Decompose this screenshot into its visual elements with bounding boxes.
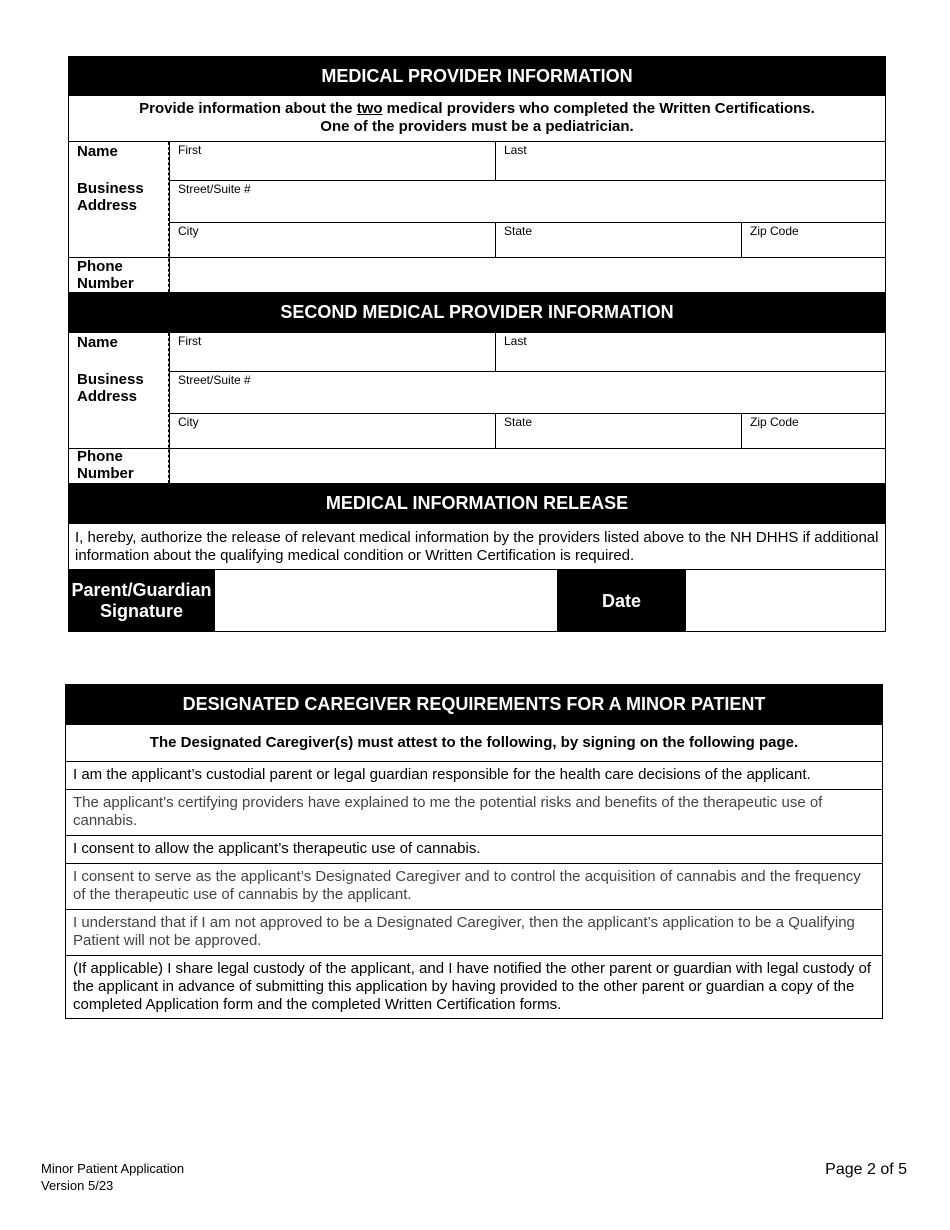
signature-label-box bbox=[68, 570, 215, 632]
last-label: Last bbox=[504, 143, 527, 157]
caregiver-item: (If applicable) I share legal custody of the applicant, and I have notified the other parent or guardian with legal custody of the applicant in advance of submitting this application by having provided to the other parent or guardian a copy of the completed Application form and the completed Written Certification forms. bbox=[73, 960, 871, 1013]
intro-line2: One of the providers must be a pediatrician. bbox=[320, 118, 634, 135]
business-address-label bbox=[69, 180, 169, 214]
business-label-2: Business bbox=[77, 371, 144, 388]
zip-label: Zip Code bbox=[750, 224, 799, 238]
last-name-field-2[interactable] bbox=[495, 333, 886, 372]
footer-left bbox=[41, 1160, 184, 1194]
second-provider-header-text: SECOND MEDICAL PROVIDER INFORMATION bbox=[280, 302, 674, 322]
caregiver-intro: The Designated Caregiver(s) must attest to the following, by signing on the following page. bbox=[65, 725, 883, 762]
intro-before: Provide information about the bbox=[139, 100, 357, 117]
signature-label-1: Parent/Guardian bbox=[71, 580, 212, 600]
intro-after: medical providers who completed the Written Certifications. bbox=[382, 100, 815, 117]
zip-label-2: Zip Code bbox=[750, 415, 799, 429]
state-label-2: State bbox=[504, 415, 533, 429]
first-label: First bbox=[178, 143, 202, 157]
city-field-2[interactable] bbox=[169, 414, 495, 449]
medical-provider-header bbox=[68, 56, 886, 96]
business-address-label-2 bbox=[69, 371, 169, 405]
phone-label bbox=[69, 258, 169, 292]
phone-field-2[interactable] bbox=[169, 449, 886, 483]
page-number: Page 2 of 5 bbox=[825, 1161, 907, 1178]
medical-provider-header-text: MEDICAL PROVIDER INFORMATION bbox=[321, 65, 633, 86]
phone-label-2b: Number bbox=[77, 465, 134, 482]
name-label-2: Name bbox=[77, 334, 118, 351]
name-label: Name bbox=[77, 143, 118, 160]
phone-label-2: Number bbox=[77, 275, 134, 292]
form-name: Minor Patient Application bbox=[41, 1161, 185, 1176]
last-label-2: Last bbox=[504, 334, 527, 348]
city-label-2: City bbox=[178, 415, 199, 429]
state-label: State bbox=[504, 224, 533, 238]
first-label-2: First bbox=[178, 334, 202, 348]
caregiver-item: I understand that if I am not approved to be a Designated Caregiver, then the applicant’s application to be a Qualifying Patient will not be approved. bbox=[65, 910, 883, 956]
address-label: Address bbox=[77, 197, 138, 214]
city-label: City bbox=[178, 224, 199, 238]
second-provider-header bbox=[68, 292, 886, 333]
provider-intro bbox=[68, 96, 886, 142]
date-label: Date bbox=[601, 590, 641, 611]
last-name-field[interactable] bbox=[495, 142, 886, 181]
intro-emph: two bbox=[356, 100, 383, 117]
state-field-2[interactable] bbox=[495, 414, 741, 449]
address-label-2: Address bbox=[77, 388, 138, 405]
form-version: Version 5/23 bbox=[41, 1178, 114, 1193]
first-name-field-2[interactable] bbox=[169, 333, 495, 372]
caregiver-item: I am the applicant’s custodial parent or legal guardian responsible for the health care decisions of the applicant. bbox=[65, 762, 883, 790]
zip-field[interactable] bbox=[741, 223, 886, 258]
city-field[interactable] bbox=[169, 223, 495, 258]
release-text: I, hereby, authorize the release of relevant medical information by the providers listed above to the NH DHHS if additional information about the qualifying medical condition or Written Certification is required. bbox=[68, 524, 886, 570]
street-field[interactable] bbox=[169, 181, 886, 223]
phone-label-2a: Phone bbox=[77, 448, 123, 465]
street-label: Street/Suite # bbox=[178, 182, 251, 196]
zip-field-2[interactable] bbox=[741, 414, 886, 449]
phone-field[interactable] bbox=[169, 258, 886, 292]
caregiver-header-text: DESIGNATED CAREGIVER REQUIREMENTS FOR A MINOR PATIENT bbox=[182, 694, 766, 714]
release-header-text: MEDICAL INFORMATION RELEASE bbox=[325, 493, 629, 513]
signature-field[interactable] bbox=[215, 570, 557, 632]
first-name-field[interactable] bbox=[169, 142, 495, 181]
caregiver-item: I consent to allow the applicant’s therapeutic use of cannabis. bbox=[65, 836, 883, 864]
street-field-2[interactable] bbox=[169, 372, 886, 414]
state-field[interactable] bbox=[495, 223, 741, 258]
caregiver-item: The applicant’s certifying providers have explained to me the potential risks and benefits of the therapeutic use of cannabis. bbox=[65, 790, 883, 836]
date-label-box bbox=[557, 570, 686, 632]
date-field[interactable] bbox=[686, 570, 886, 632]
phone-label-block-2 bbox=[69, 448, 169, 482]
signature-label-2: Signature bbox=[99, 601, 183, 621]
phone-label-1: Phone bbox=[77, 258, 123, 275]
caregiver-header bbox=[65, 684, 883, 725]
caregiver-item: I consent to serve as the applicant’s Designated Caregiver and to control the acquisition of cannabis and the frequency of the therapeutic use of cannabis by the applicant. bbox=[65, 864, 883, 910]
street-label-2: Street/Suite # bbox=[178, 373, 251, 387]
release-header bbox=[68, 483, 886, 524]
business-label: Business bbox=[77, 180, 144, 197]
